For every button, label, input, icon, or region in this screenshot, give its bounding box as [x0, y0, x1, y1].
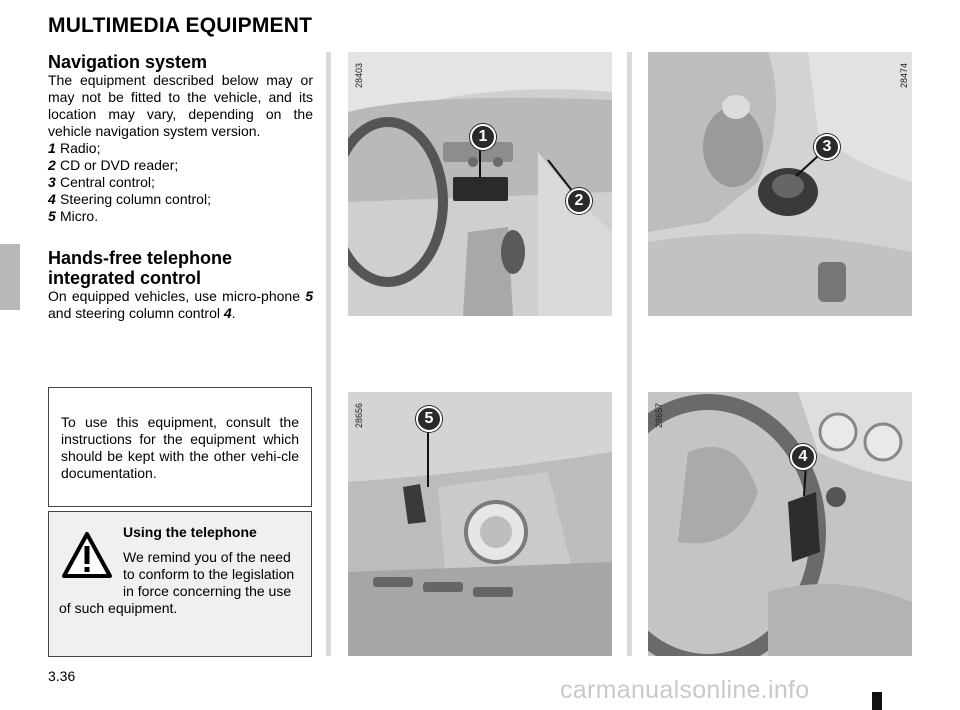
- ref-steering-control: 4: [223, 305, 232, 321]
- callout-1: 1: [470, 124, 496, 150]
- handsfree-section: [48, 248, 313, 322]
- list-item: [48, 191, 313, 208]
- callout-3: 3: [814, 134, 840, 160]
- info-text: To use this equipment, consult the instructions for the equipment which should be kept with the other vehi-cle documentation.: [61, 414, 299, 481]
- list-item: [48, 140, 313, 157]
- handsfree-text: [48, 288, 313, 322]
- warning-text: We remind you of the need to conform to the legislation in force concerning the use of such equipment.: [59, 549, 295, 616]
- page-number: 3.36: [48, 668, 76, 684]
- navigation-heading: Navigation system: [48, 52, 208, 72]
- column-separator: [627, 52, 632, 656]
- warning-box: [48, 511, 312, 657]
- item-number: 4: [48, 191, 56, 207]
- section-side-tab: [0, 244, 20, 310]
- callout-5: 5: [416, 406, 442, 432]
- photo-id: 28656: [354, 402, 364, 428]
- callout-4: 4: [790, 444, 816, 470]
- roof-console-illustration: [348, 392, 612, 656]
- photo-id: 28403: [354, 62, 364, 88]
- navigation-section: [48, 52, 313, 225]
- item-number: 5: [48, 208, 56, 224]
- handsfree-heading-line1: Hands-free telephone: [48, 248, 233, 268]
- warning-triangle-icon: [61, 530, 113, 582]
- item-label: Steering column control;: [60, 191, 211, 207]
- handsfree-text-part: .: [231, 305, 236, 321]
- ref-micro: 5: [305, 288, 313, 304]
- callout-2: 2: [566, 188, 592, 214]
- page-title: MULTIMEDIA EQUIPMENT: [48, 14, 313, 37]
- photo-roof-console: [348, 392, 612, 656]
- handsfree-text-part: and steering column control: [48, 305, 224, 321]
- photo-central-console: [648, 52, 912, 316]
- item-label: CD or DVD reader;: [60, 157, 179, 173]
- list-item: [48, 157, 313, 174]
- steering-illustration: [648, 392, 912, 656]
- list-item: [48, 174, 313, 191]
- item-label: Central control;: [60, 174, 155, 190]
- item-number: 1: [48, 140, 56, 156]
- column-separator: [326, 52, 331, 656]
- warning-title: Using the telephone: [123, 524, 257, 540]
- navigation-intro: The equipment described below may or may not be fitted to the vehicle, and its location may vary, depending on the vehicle navigation system version.: [48, 72, 313, 139]
- console-illustration: [648, 52, 912, 316]
- handsfree-text-part: On equipped vehicles, use micro-phone: [48, 288, 306, 304]
- dashboard-illustration: [348, 52, 612, 316]
- handsfree-heading-line2: integrated control: [48, 268, 202, 288]
- photo-id: 28657: [654, 402, 664, 428]
- photo-steering-column: [648, 392, 912, 656]
- photo-id: 28474: [899, 62, 909, 88]
- watermark: carmanualsonline.info: [560, 676, 810, 704]
- item-label: Micro.: [60, 208, 99, 224]
- equipment-list: [48, 140, 313, 225]
- info-box: [48, 387, 312, 507]
- item-number: 3: [48, 174, 56, 190]
- item-number: 2: [48, 157, 56, 173]
- photo-dashboard: [348, 52, 612, 316]
- list-item: [48, 208, 313, 225]
- item-label: Radio;: [60, 140, 101, 156]
- corner-mark: [872, 692, 882, 710]
